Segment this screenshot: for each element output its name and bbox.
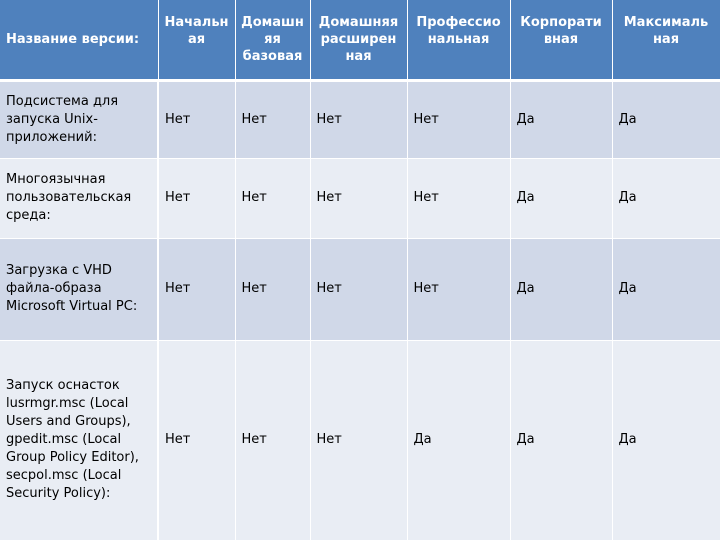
value-cell: Нет (235, 340, 310, 540)
value-cell: Нет (158, 80, 235, 158)
feature-cell: Подсистема для запуска Unix-приложений: (0, 80, 158, 158)
header-starter: Начальн ая (158, 0, 235, 80)
value-cell: Нет (158, 340, 235, 540)
feature-cell: Загрузка с VHD файла-образа Microsoft Virtual PC: (0, 238, 158, 340)
value-cell: Нет (158, 238, 235, 340)
value-cell: Да (612, 158, 720, 238)
value-cell: Нет (310, 340, 407, 540)
value-cell: Нет (310, 158, 407, 238)
value-cell: Да (612, 80, 720, 158)
value-cell: Да (510, 340, 612, 540)
value-cell: Нет (235, 238, 310, 340)
value-cell: Да (612, 238, 720, 340)
table-row (0, 158, 720, 238)
value-cell: Нет (235, 80, 310, 158)
value-cell: Нет (158, 158, 235, 238)
value-cell: Нет (407, 158, 510, 238)
value-cell: Нет (407, 80, 510, 158)
header-professional: Профессио нальная (407, 0, 510, 80)
table-row (0, 80, 720, 158)
feature-cell: Многоязычная пользовательская среда: (0, 158, 158, 238)
header-home-premium: Домашняя расширен ная (310, 0, 407, 80)
feature-cell: Запуск оснасток lusrmgr.msc (Local Users and Groups), gpedit.msc (Local Group Policy Editor), secpol.msc (Local Security Policy): (0, 340, 158, 540)
value-cell: Да (407, 340, 510, 540)
value-cell: Нет (407, 238, 510, 340)
value-cell: Да (510, 80, 612, 158)
table-row (0, 340, 720, 540)
value-cell: Да (612, 340, 720, 540)
header-version-name: Название версии: (0, 0, 158, 80)
value-cell: Нет (235, 158, 310, 238)
header-row (0, 0, 720, 80)
value-cell: Да (510, 158, 612, 238)
table-row (0, 238, 720, 340)
value-cell: Да (510, 238, 612, 340)
header-home-basic: Домашн яя базовая (235, 0, 310, 80)
value-cell: Нет (310, 80, 407, 158)
header-ultimate: Максималь ная (612, 0, 720, 80)
header-enterprise: Корпорати вная (510, 0, 612, 80)
value-cell: Нет (310, 238, 407, 340)
